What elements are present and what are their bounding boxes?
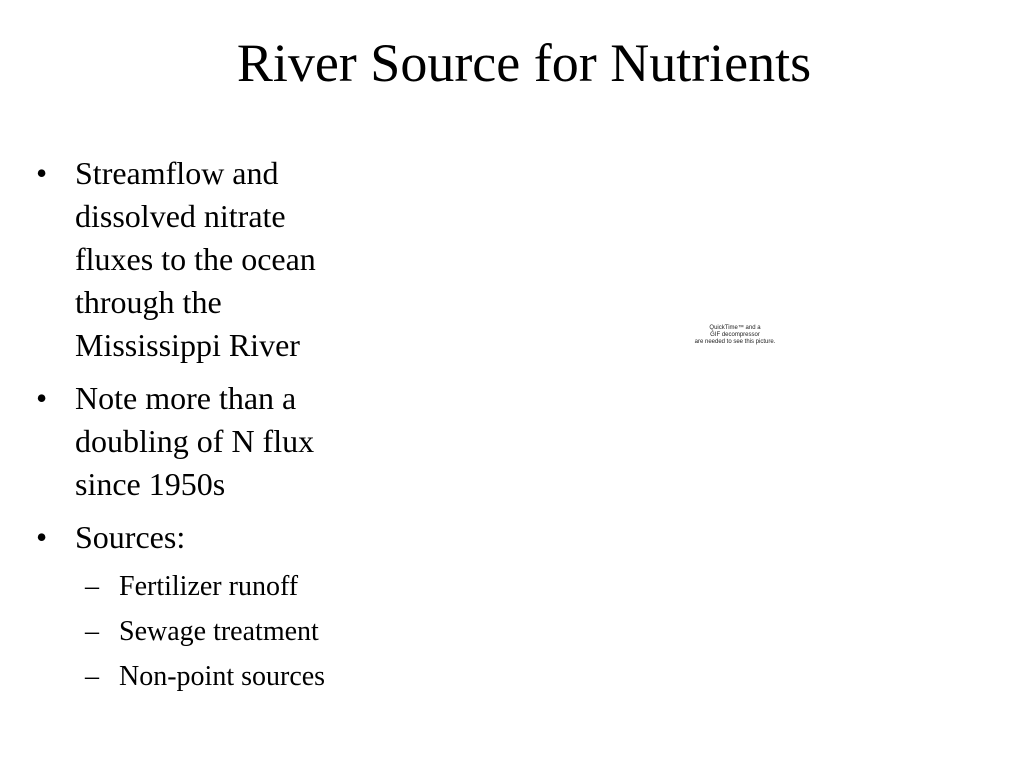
sub-bullet-sewage	[30, 614, 410, 649]
quicktime-image-placeholder	[690, 325, 780, 346]
bullet-line: Mississippi River	[75, 327, 300, 363]
bullet-streamflow	[30, 152, 410, 367]
bullet-n-flux	[30, 377, 410, 506]
bullet-sources	[30, 516, 410, 559]
sub-bullet-fertilizer	[30, 569, 410, 604]
sub-bullet-marker: –	[85, 571, 99, 602]
sub-bullet-text: Fertilizer runoff	[119, 571, 299, 602]
bullet-line: Streamflow and	[75, 155, 279, 191]
placeholder-line: are needed to see this picture.	[694, 339, 776, 345]
bullet-line: since 1950s	[75, 466, 226, 502]
sub-bullet-marker: –	[85, 616, 99, 647]
bullet-line: through the	[75, 284, 222, 320]
slide-title: River Source for Nutrients	[236, 33, 812, 93]
sub-bullet-marker: –	[85, 661, 99, 692]
bullet-marker: •	[36, 155, 48, 191]
bullet-line: fluxes to the ocean	[75, 241, 316, 277]
bullet-line: doubling of N flux	[75, 423, 315, 459]
slide-body	[30, 152, 410, 704]
bullet-line: dissolved nitrate	[75, 198, 286, 234]
placeholder-line: QuickTime™ and a	[709, 325, 761, 331]
bullet-marker: •	[36, 519, 48, 555]
bullet-marker: •	[36, 380, 48, 416]
sub-bullet-non-point	[30, 659, 410, 694]
placeholder-line: GIF decompressor	[710, 332, 760, 338]
bullet-line: Note more than a	[75, 380, 297, 416]
sources-sub-list	[30, 569, 410, 694]
bullet-line: Sources:	[75, 519, 186, 555]
sub-bullet-text: Sewage treatment	[119, 616, 319, 647]
sub-bullet-text: Non-point sources	[119, 661, 326, 692]
